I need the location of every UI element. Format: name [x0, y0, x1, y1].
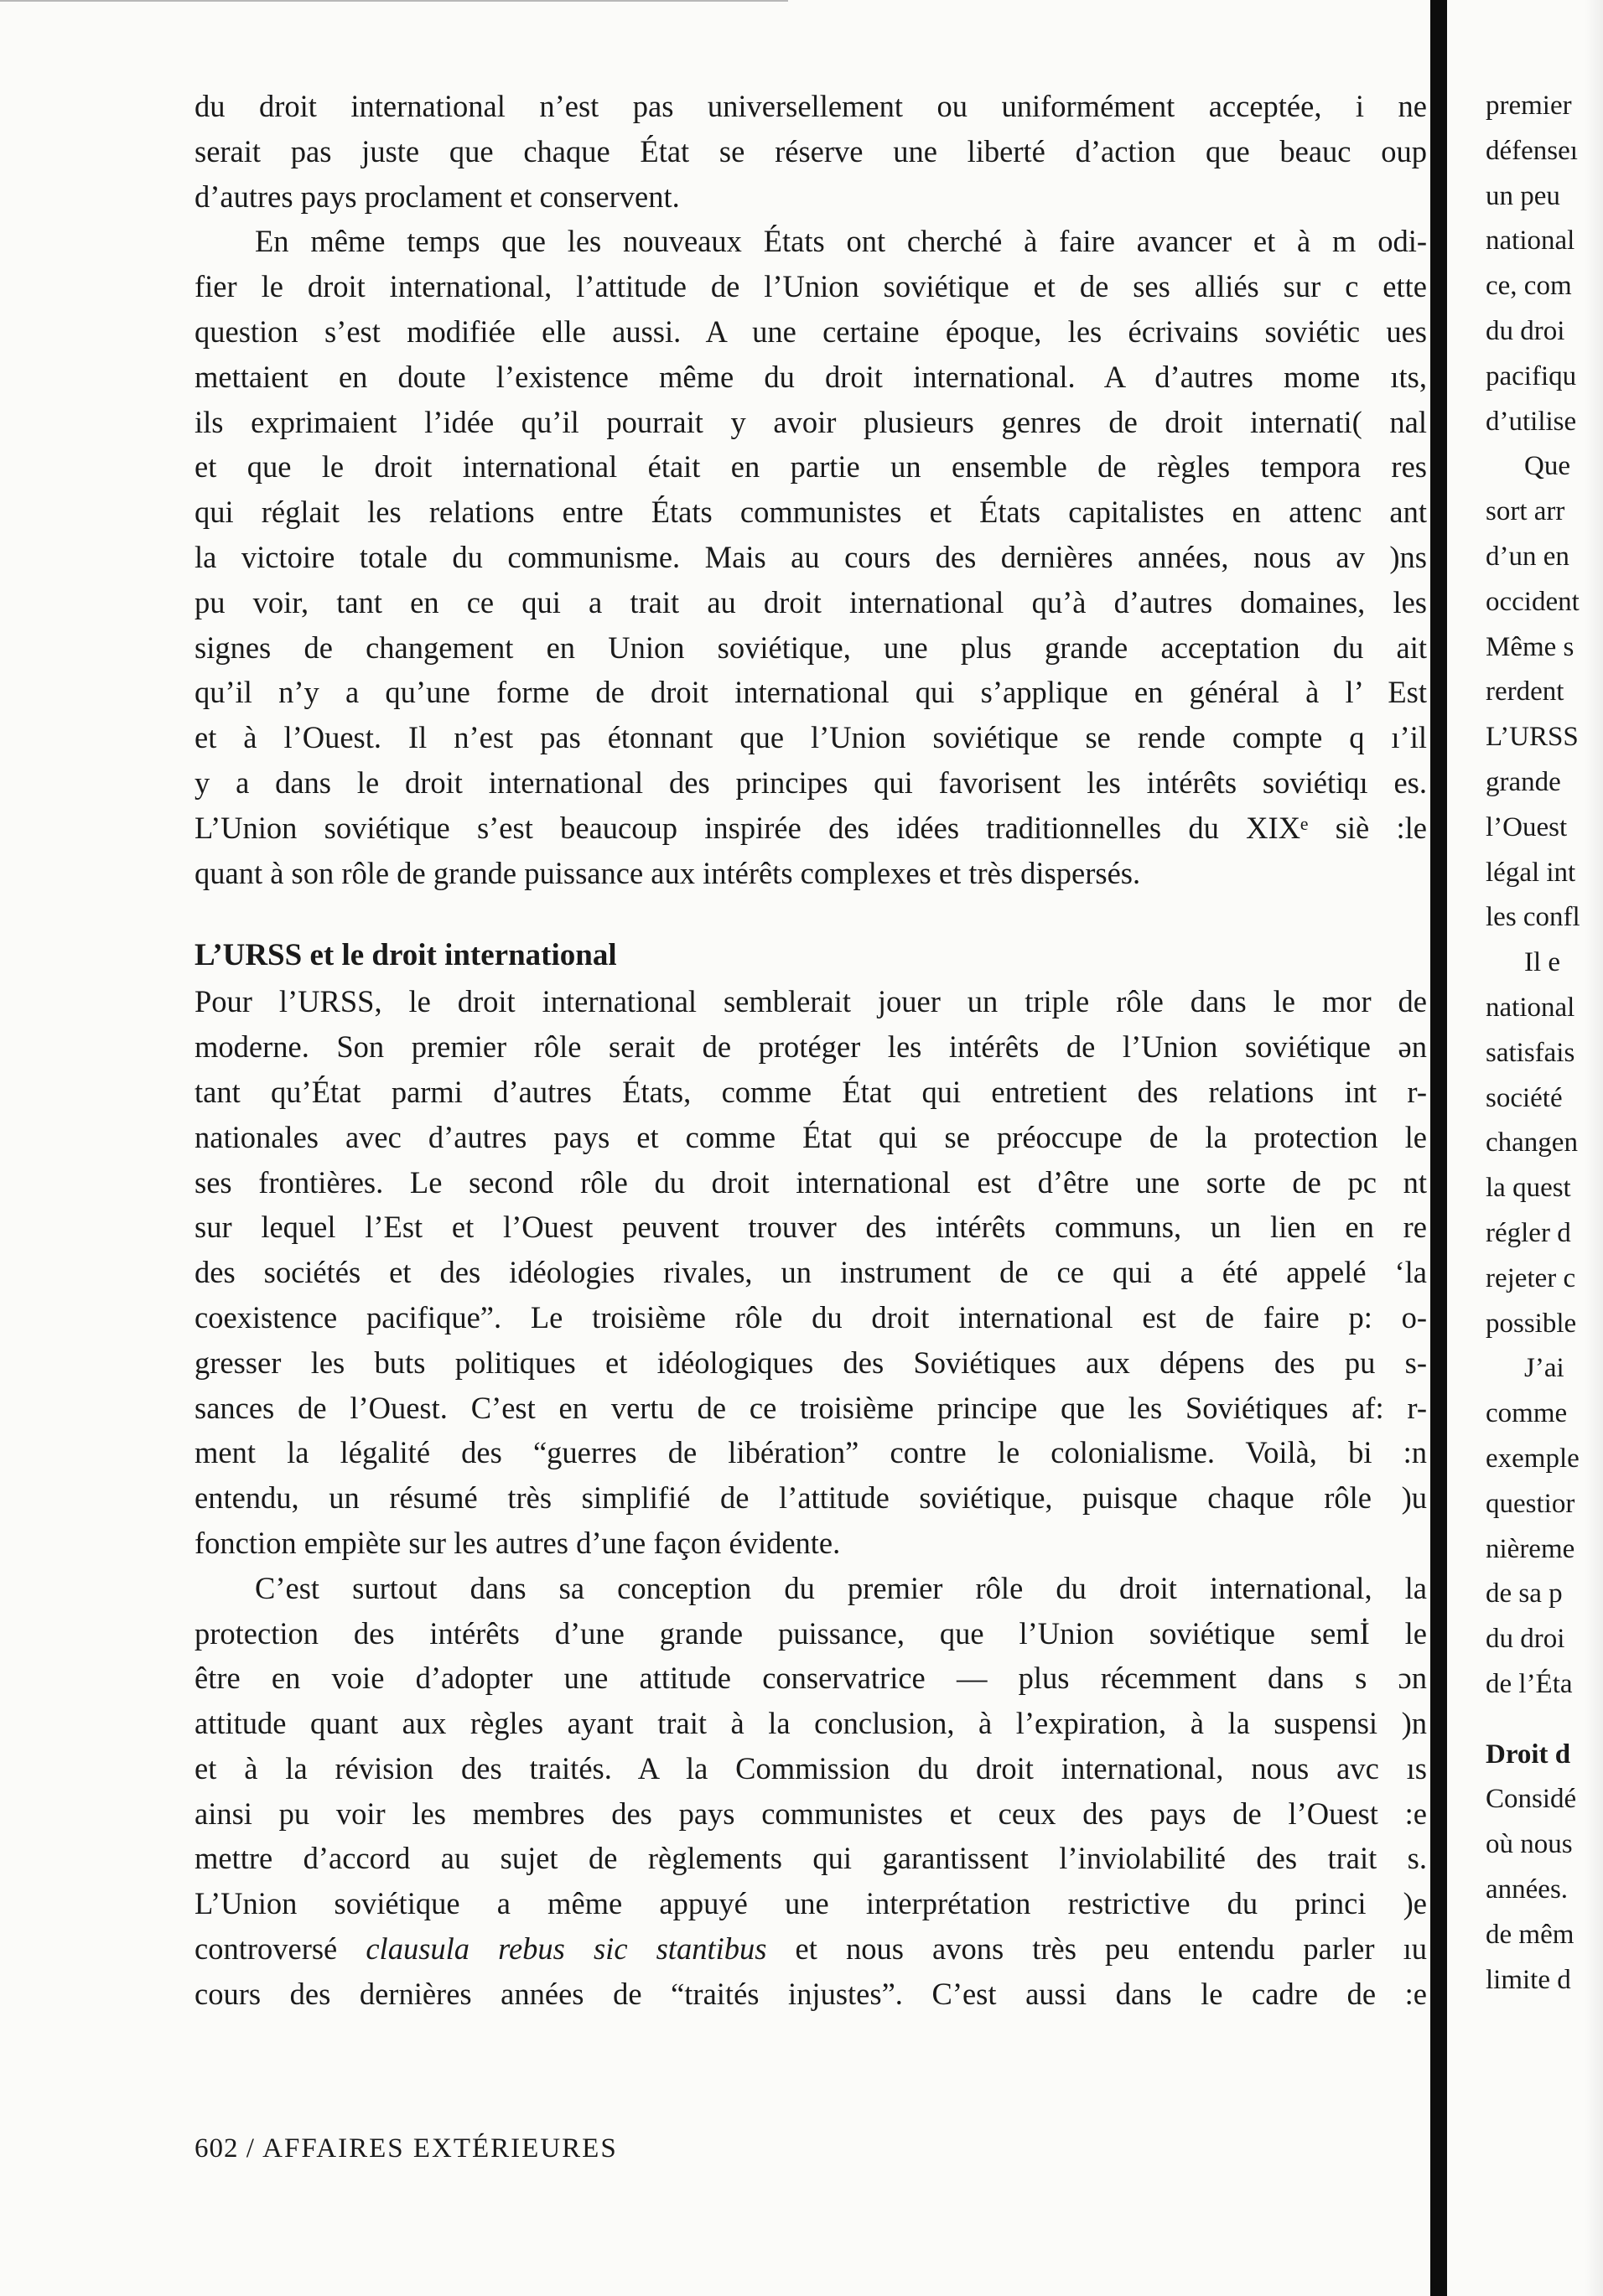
fragment-line: national [1486, 992, 1575, 1023]
fragment-line: ce, com [1486, 271, 1572, 302]
text-line: cours des dernières années de “traités injustes”. C’est aussi dans le cadre de :e [195, 1976, 1427, 2011]
fragment-line: rerdent [1486, 676, 1564, 707]
fragment-line: occident [1486, 586, 1580, 617]
fragment-line: questior [1486, 1488, 1575, 1519]
text-line: mettaient en doute l’existence même du droit international. A d’autres mome ıts, [195, 359, 1427, 394]
fragment-line: comme [1486, 1398, 1568, 1429]
fragment-line: où nous [1486, 1829, 1573, 1860]
fragment-line: changen [1486, 1127, 1578, 1158]
text-line: attitude quant aux règles ayant trait à la conclusion, à l’expiration, à la suspensi )n [195, 1706, 1427, 1741]
main-column [195, 84, 1427, 2017]
fragment-line: J’ai [1524, 1353, 1564, 1384]
paragraph-3 [195, 979, 1427, 1565]
footer-separator: / [246, 2133, 255, 2164]
fragment-line: premier [1486, 91, 1572, 121]
text-line: qui réglait les relations entre États communistes et États capitalistes en attenc ant [195, 495, 1427, 530]
fragment-line: du droi [1486, 315, 1565, 346]
text-line: ils exprimaient l’idée qu’il pourrait y avoir plusieurs genres de droit internati( nal [195, 404, 1427, 439]
fragment-line: grande [1486, 766, 1561, 797]
fragment-line: d’utilise [1486, 406, 1577, 437]
text-fragment: et nous avons très peu entendu parler ıu [795, 1931, 1428, 1967]
text-line: des sociétés et des idéologies rivales, un instrument de ce qui a été appelé ‘la [195, 1255, 1427, 1290]
fragment-line: sort arr [1486, 496, 1565, 527]
text-line: et à la révision des traités. A la Commission du droit international, nous avc ıs [195, 1750, 1427, 1785]
fragment-line: Que [1524, 451, 1570, 482]
text-line: du droit international n’est pas universellement ou uniformément acceptée, i ne [195, 89, 1427, 123]
fragment-line: un peu [1486, 180, 1560, 211]
text-line: fier le droit international, l’attitude de l’Union soviétique et de ses alliés sur c ette [195, 269, 1427, 304]
fragment-line: l’Ouest [1486, 811, 1568, 842]
text-line: protection des intérêts d’une grande puissance, que l’Union soviétique semİ le [195, 1615, 1427, 1651]
italic-latin-term: clausula rebus sic stantibus [366, 1931, 767, 1967]
fragment-line: limite d [1486, 1964, 1571, 1995]
text-line: moderne. Son premier rôle serait de protéger les intérêts de l’Union soviétique ən [195, 1029, 1427, 1065]
text-line: entendu, un résumé très simplifié de l’attitude soviétique, puisque chaque rôle )u [195, 1480, 1427, 1516]
page-edge-shadow [1585, 0, 1603, 2296]
paragraph-4 [195, 1566, 1427, 2017]
fragment-line: nièreme [1486, 1533, 1575, 1564]
text-line: signes de changement en Union soviétique, une plus grande acceptation du ait [195, 630, 1427, 665]
fragment-line: d’un en [1486, 541, 1569, 572]
text-line: coexistence pacifique”. Le troisième rôle du droit international est de faire p: o- [195, 1299, 1427, 1335]
fragment-line: Même s [1486, 631, 1574, 662]
text-line: quant à son rôle de grande puissance aux intérêts complexes et très dispersés. [195, 855, 1141, 890]
fragment-line: Considé [1486, 1784, 1577, 1815]
text-line: serait pas juste que chaque État se réserve une liberté d’action que beauc oup [195, 133, 1427, 168]
fragment-line: de mêm [1486, 1919, 1574, 1950]
text-line: Pour l’URSS, le droit international semblerait jouer un triple rôle dans le mor de [195, 984, 1427, 1019]
fragment-line: de sa p [1486, 1578, 1563, 1609]
text-line: ses frontières. Le second rôle du droit international est d’être une sorte de pc nt [195, 1164, 1427, 1200]
paragraph-2 [195, 219, 1427, 895]
fragment-line: exemple [1486, 1443, 1580, 1474]
fragment-line: possible [1486, 1308, 1577, 1339]
top-rule [0, 0, 788, 2]
text-line: et à l’Ouest. Il n’est pas étonnant que l’Union soviétique se rende compte q ı’il [195, 720, 1427, 755]
fragment-line: les confl [1486, 902, 1580, 933]
text-line: qu’il n’y a qu’une forme de droit international qui s’applique en général à l’ Est [195, 675, 1427, 710]
page-gutter-divider [1430, 0, 1447, 2296]
fragment-line: satisfais [1486, 1037, 1575, 1068]
fragment-line: société [1486, 1082, 1563, 1113]
fragment-line: L’URSS [1486, 722, 1579, 753]
text-line: et que le droit international était en partie un ensemble de règles tempora res [195, 449, 1427, 485]
fragment-line: Il e [1524, 947, 1561, 978]
text-line: y a dans le droit international des principes qui favorisent les intérêts soviétiqı es. [195, 764, 1427, 800]
text-line: la victoire totale du communisme. Mais au cours des dernières années, nous av )ns [195, 539, 1427, 574]
paragraph-1 [195, 84, 1427, 219]
text-line: sur lequel l’Est et l’Ouest peuvent trouver des intérêts communs, un lien en re [195, 1210, 1427, 1245]
fragment-line: national [1486, 225, 1575, 257]
section-heading: L’URSS et le droit international [195, 938, 617, 973]
fragment-line: légal int [1486, 857, 1576, 888]
journal-title: AFFAIRES EXTÉRIEURES [262, 2133, 618, 2164]
text-line: gresser les buts politiques et idéologiques des Soviétiques aux dépens des pu s- [195, 1345, 1427, 1380]
text-line: d’autres pays proclament et conservent. [195, 179, 680, 214]
text-line: L’Union soviétique s’est beaucoup inspirée des idées traditionnelles du XIXᵉ siè :le [195, 810, 1427, 845]
text-line: ainsi pu voir les membres des pays communistes et ceux des pays de l’Ouest :e [195, 1796, 1427, 1831]
fragment-heading: Droit d [1486, 1739, 1571, 1770]
text-line: L’Union soviétique a même appuyé une interprétation restrictive du princi )e [195, 1886, 1427, 1921]
text-line: sances de l’Ouest. C’est en vertu de ce troisième principe que les Soviétiques af: r- [195, 1390, 1427, 1425]
text-line: être en voie d’adopter une attitude conservatrice — plus récemment dans s ɔn [195, 1661, 1427, 1696]
fragment-line: de l’Éta [1486, 1668, 1573, 1699]
text-fragment: controversé [195, 1931, 338, 1967]
fragment-line: rejeter c [1486, 1262, 1576, 1293]
fragment-line: la quest [1486, 1173, 1571, 1204]
text-line: tant qu’État parmi d’autres États, comme État qui entretient des relations int r- [195, 1074, 1427, 1109]
text-line: mettre d’accord au sujet de règlements qui garantissent l’inviolabilité des trait s. [195, 1841, 1427, 1876]
text-line: C’est surtout dans sa conception du premier rôle du droit international, la [255, 1570, 1427, 1605]
fragment-line: défenseı [1486, 135, 1578, 166]
fragment-line: du droi [1486, 1624, 1565, 1655]
page-footer [195, 2133, 618, 2164]
text-line-with-italic [195, 1926, 1427, 1972]
text-line: ment la légalité des “guerres de libération” contre le colonialisme. Voilà, bi :n [195, 1435, 1427, 1470]
page-number: 602 [195, 2133, 239, 2164]
fragment-line: pacifiqu [1486, 360, 1577, 391]
fragment-line: années. [1486, 1874, 1569, 1905]
text-line: pu voir, tant en ce qui a trait au droit international qu’à d’autres domaines, les [195, 584, 1427, 619]
text-line: question s’est modifiée elle aussi. A une certaine époque, les écrivains soviétic ues [195, 314, 1427, 349]
text-line: fonction empiète sur les autres d’une façon évidente. [195, 1525, 841, 1560]
text-line: nationales avec d’autres pays et comme État qui se préoccupe de la protection le [195, 1119, 1427, 1154]
fragment-line: régler d [1486, 1217, 1571, 1248]
text-line: En même temps que les nouveaux États ont cherché à faire avancer et à m odi- [255, 224, 1427, 259]
